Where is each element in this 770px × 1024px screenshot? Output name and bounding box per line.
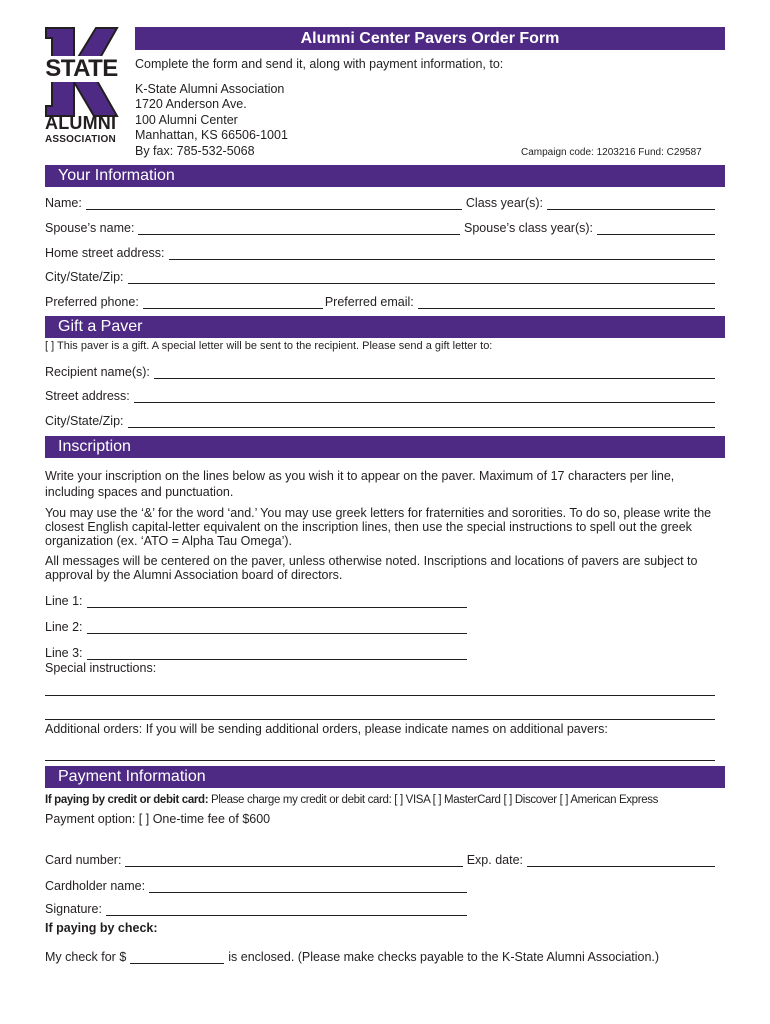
inscription-instructions-3: All messages will be centered on the paver, unless otherwise noted. Inscriptions and locations of pavers are subject to approval by the Alumni Association board of directors.	[45, 554, 698, 582]
email-label: Preferred email:	[324, 295, 414, 309]
special-instructions-field-1[interactable]	[45, 695, 715, 696]
inscription-line-3-field[interactable]	[87, 648, 467, 660]
payment-option[interactable]: Payment option: [ ] One-time fee of $600	[45, 812, 271, 826]
inscription-line-1-field[interactable]	[87, 596, 467, 608]
spouse-name-field[interactable]	[138, 223, 460, 235]
spouse-name-label: Spouse’s name:	[45, 221, 135, 235]
recipient-field[interactable]	[154, 367, 715, 379]
inscription-line-3-row	[45, 644, 467, 660]
fax-number: By fax: 785-532-5068	[135, 144, 255, 158]
check-heading: If paying by check:	[45, 921, 158, 935]
city-field[interactable]	[128, 272, 716, 284]
gift-city-label: City/State/Zip:	[45, 414, 124, 428]
address-line-1: K-State Alumni Association	[135, 82, 285, 96]
city-label: City/State/Zip:	[45, 270, 124, 284]
check-note: is enclosed. (Please make checks payable to the K-State Alumni Association.)	[228, 950, 660, 964]
email-field[interactable]	[418, 297, 715, 309]
home-address-row	[45, 244, 715, 260]
home-address-field[interactable]	[169, 248, 716, 260]
campaign-code: Campaign code: 1203216 Fund: C29587	[521, 147, 702, 158]
section-inscription: Inscription	[45, 436, 725, 458]
inscription-line-1-row	[45, 592, 467, 608]
phone-label: Preferred phone:	[45, 295, 139, 309]
name-label: Name:	[45, 196, 82, 210]
name-row	[45, 194, 715, 210]
inscription-line-1-label: Line 1:	[45, 594, 83, 608]
class-years-field[interactable]	[547, 198, 715, 210]
inscription-line-2-label: Line 2:	[45, 620, 83, 634]
additional-orders-field[interactable]	[45, 760, 715, 761]
additional-orders-label: Additional orders: If you will be sending additional orders, please indicate names on additional pavers:	[45, 722, 608, 736]
exp-date-label: Exp. date:	[466, 853, 523, 867]
inscription-instructions-2: You may use the ‘&’ for the word ‘and.’ You may use greek letters for fraternities and sororities. To do so, please write the closest English capital-letter equivalent on the inscription lines, then use the special instructions to spell out the greek organization (ex. ‘ATO = Alpha Tau Omega’).	[45, 506, 712, 548]
logo-state-text: STATE	[42, 56, 121, 82]
exp-date-field[interactable]	[527, 855, 715, 867]
cardholder-field[interactable]	[149, 881, 467, 893]
signature-label: Signature:	[45, 902, 102, 916]
recipient-label: Recipient name(s):	[45, 365, 150, 379]
phone-field[interactable]	[143, 297, 323, 309]
card-number-row	[45, 851, 715, 867]
cardholder-label: Cardholder name:	[45, 879, 146, 893]
gift-city-field[interactable]	[128, 416, 716, 428]
gift-checkbox-note[interactable]: [ ] This paver is a gift. A special letter will be sent to the recipient. Please send a gift letter to:	[45, 340, 493, 352]
spouse-class-label: Spouse’s class year(s):	[464, 221, 593, 235]
cardholder-row	[45, 877, 467, 893]
address-line-2: 1720 Anderson Ave.	[135, 97, 247, 111]
check-amount-field[interactable]	[130, 952, 224, 964]
credit-card-options[interactable]: Please charge my credit or debit card: [ ] VISA [ ] MasterCard [ ] Discover [ ] American Express	[208, 794, 659, 806]
credit-card-line	[45, 794, 658, 806]
home-address-label: Home street address:	[45, 246, 165, 260]
intro-text: Complete the form and send it, along with payment information, to:	[135, 57, 504, 71]
special-instructions-label: Special instructions:	[45, 661, 157, 675]
section-gift-a-paver: Gift a Paver	[45, 316, 725, 338]
inscription-instructions-1: Write your inscription on the lines below as you wish it to appear on the paver. Maximum of 17 characters per line, including spaces and punctuation.	[45, 469, 675, 499]
form-title: Alumni Center Pavers Order Form	[135, 27, 725, 50]
logo-alumni-text: ALUMNI	[45, 113, 117, 133]
gift-street-field[interactable]	[134, 391, 715, 403]
special-instructions-field-2[interactable]	[45, 719, 715, 720]
inscription-line-3-label: Line 3:	[45, 646, 83, 660]
card-number-field[interactable]	[125, 855, 462, 867]
gift-street-row	[45, 387, 715, 403]
class-years-label: Class year(s):	[465, 196, 543, 210]
inscription-line-2-field[interactable]	[87, 622, 467, 634]
section-payment-information: Payment Information	[45, 766, 725, 788]
inscription-line-2-row	[45, 618, 467, 634]
recipient-row	[45, 363, 715, 379]
check-row	[45, 948, 715, 964]
address-line-3: 100 Alumni Center	[135, 113, 238, 127]
logo-association-text: ASSOCIATION	[45, 134, 116, 145]
gift-street-label: Street address:	[45, 389, 130, 403]
card-number-label: Card number:	[45, 853, 122, 867]
spouse-class-field[interactable]	[597, 223, 715, 235]
contact-row	[45, 293, 715, 309]
gift-city-row	[45, 412, 715, 428]
credit-card-heading: If paying by credit or debit card:	[45, 794, 209, 806]
name-field[interactable]	[86, 198, 462, 210]
city-row	[45, 268, 715, 284]
address-line-4: Manhattan, KS 66506-1001	[135, 128, 288, 142]
signature-field[interactable]	[106, 904, 467, 916]
signature-row	[45, 900, 467, 916]
section-your-information: Your Information	[45, 165, 725, 187]
spouse-row	[45, 219, 715, 235]
check-amount-label: My check for $	[45, 950, 127, 964]
